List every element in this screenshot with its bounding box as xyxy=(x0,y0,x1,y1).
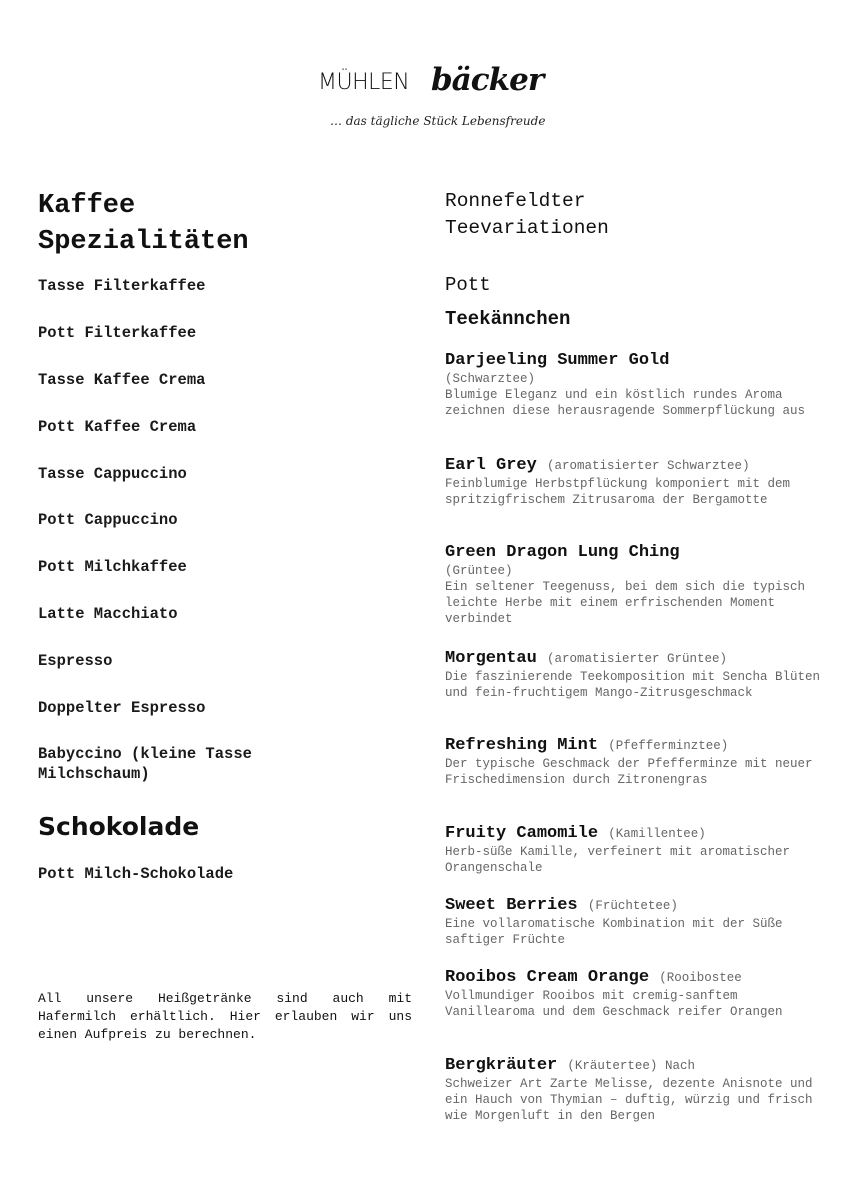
tea-description: Ein seltener Teegenuss, bei dem sich die typisch leichte Herbe mit einem erfrischenden Moment verbindet xyxy=(445,580,806,626)
chocolate-heading: Schokolade xyxy=(38,812,200,841)
tea-item xyxy=(445,543,825,627)
tea-type: (Rooibostee xyxy=(659,971,742,985)
coffee-heading-line2: Spezialitäten xyxy=(38,227,249,257)
tea-item xyxy=(445,968,825,1020)
coffee-item: Tasse Filterkaffee xyxy=(38,277,206,295)
tea-name: Fruity Camomile xyxy=(445,824,599,843)
coffee-item-line1: Babyccino (kleine Tasse xyxy=(38,745,252,763)
coffee-item: Latte Macchiato xyxy=(38,605,178,623)
coffee-item: Tasse Kaffee Crema xyxy=(38,371,206,389)
coffee-item: Pott Filterkaffee xyxy=(38,324,197,342)
tea-description: Blumige Eleganz und ein köstlich rundes Aroma zeichnen diese herausragende Sommerpflückung aus xyxy=(445,388,806,418)
coffee-heading xyxy=(38,188,249,260)
tea-name: Morgentau xyxy=(445,649,537,668)
tea-item xyxy=(445,1056,825,1124)
tea-type: (Kräutertee) Nach xyxy=(567,1059,695,1073)
tea-description: Die faszinierende Teekomposition mit Sencha Blüten und fein-fruchtigem Mango-Zitrusgeschmack xyxy=(445,670,821,700)
oat-milk-note: All unsere Heißgetränke sind auch mit Hafermilch erhältlich. Hier erlauben wir uns einen Aufpreis zu berechnen. xyxy=(38,991,412,1042)
tea-type: (Grüntee) xyxy=(445,564,513,578)
tea-type: (Kamillentee) xyxy=(608,827,706,841)
size-label-pott: Pott xyxy=(445,274,491,296)
tea-name: Rooibos Cream Orange xyxy=(445,968,650,987)
tea-description: Feinblumige Herbstpflückung komponiert mit dem spritzigfrischem Zitrusaroma der Bergamotte xyxy=(445,477,791,507)
coffee-item: Pott Kaffee Crema xyxy=(38,418,197,436)
coffee-item: Espresso xyxy=(38,652,113,670)
tea-description: Der typische Geschmack der Pfefferminze mit neuer Frischedimension durch Zitronengras xyxy=(445,757,813,787)
tea-type: (aromatisierter Schwarztee) xyxy=(547,459,750,473)
tea-item xyxy=(445,649,825,701)
tea-description: Herb-süße Kamille, verfeinert mit aromatischer Orangenschale xyxy=(445,845,791,875)
tea-item xyxy=(445,351,825,419)
tea-name: Darjeeling Summer Gold xyxy=(445,351,670,370)
tea-description: Eine vollaromatische Kombination mit der Süße saftiger Früchte xyxy=(445,917,783,947)
brand-logo xyxy=(318,62,544,106)
size-label-teekannchen: Teekännchen xyxy=(445,308,571,330)
tea-type: (Pfefferminztee) xyxy=(608,739,729,753)
brand-name-script: bäcker xyxy=(431,62,544,98)
coffee-item: Tasse Cappuccino xyxy=(38,465,187,483)
tea-name: Refreshing Mint xyxy=(445,736,599,755)
tea-name: Bergkräuter xyxy=(445,1056,558,1075)
tea-name: Sweet Berries xyxy=(445,896,578,915)
tea-heading xyxy=(445,188,609,242)
tea-heading-line1: Ronnefeldter xyxy=(445,190,586,212)
tea-item xyxy=(445,736,825,788)
coffee-item-line2: Milchschaum) xyxy=(38,765,150,783)
coffee-item xyxy=(38,744,252,784)
chocolate-item: Pott Milch-Schokolade xyxy=(38,865,234,883)
tea-type: (aromatisierter Grüntee) xyxy=(547,652,728,666)
brand-tagline: … das tägliche Stück Lebensfreude xyxy=(330,114,546,128)
tea-item xyxy=(445,456,825,508)
tea-description: Schweizer Art Zarte Melisse, dezente Anisnote und ein Hauch von Thymian – duftig, würzig und frisch wie Morgenluft in den Bergen xyxy=(445,1077,813,1123)
tea-name: Green Dragon Lung Ching xyxy=(445,543,680,562)
coffee-item: Doppelter Espresso xyxy=(38,699,206,717)
tea-description: Vollmundiger Rooibos mit cremig-sanftem Vanillearoma und dem Geschmack reifer Orangen xyxy=(445,989,783,1019)
coffee-item: Pott Cappuccino xyxy=(38,511,178,529)
brand-name-plain: MÜHLEN xyxy=(318,70,410,95)
coffee-item: Pott Milchkaffee xyxy=(38,558,187,576)
tea-item xyxy=(445,824,825,876)
tea-type: (Früchtetee) xyxy=(587,899,678,913)
tea-type: (Schwarztee) xyxy=(445,372,536,386)
tea-name: Earl Grey xyxy=(445,456,537,475)
tea-item xyxy=(445,896,825,948)
tea-heading-line2: Teevariationen xyxy=(445,217,609,239)
coffee-heading-line1: Kaffee xyxy=(38,191,136,221)
